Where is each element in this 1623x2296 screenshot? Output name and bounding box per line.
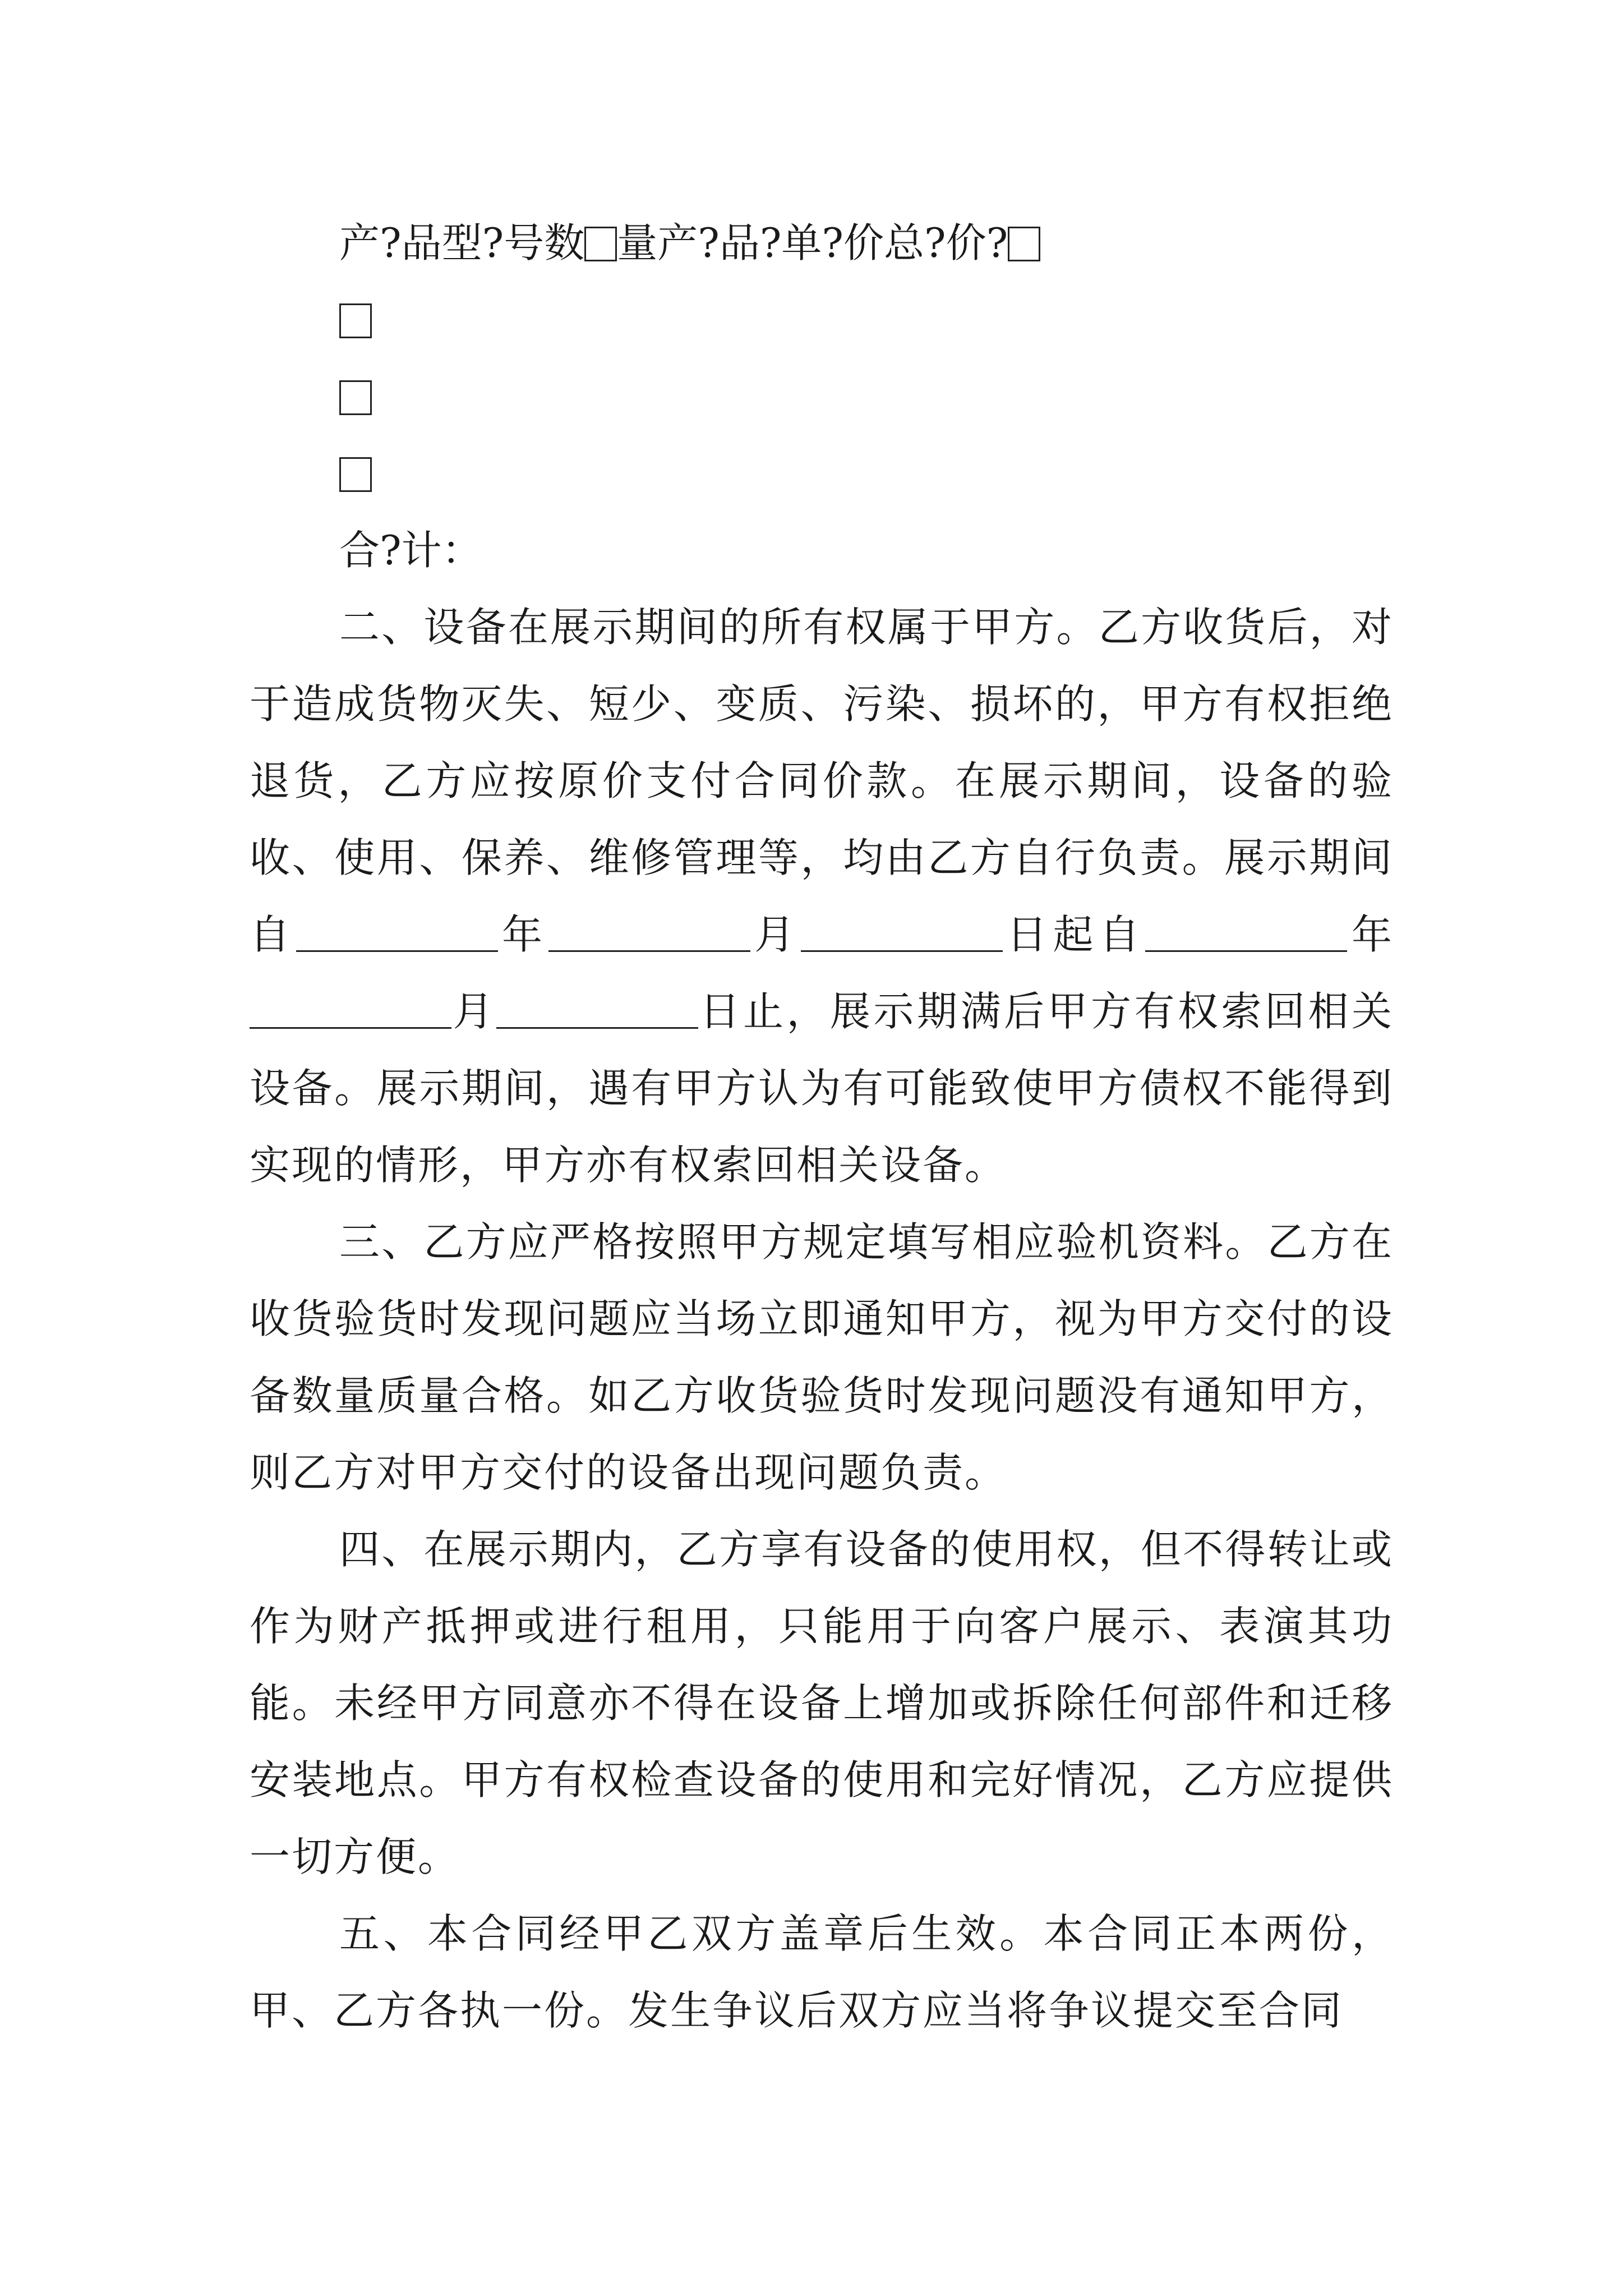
total-label: 合?计：: [339, 527, 482, 574]
clause-5: 五、本合同经甲乙双方盖章后生效。本合同正本两份，甲、乙方各执一份。发生争议后双方应当将争议提交至合同: [250, 1910, 1394, 2034]
unit-month: 月: [750, 911, 801, 958]
missing-glyph-box: [1008, 227, 1040, 261]
document-body: [250, 205, 1394, 2049]
clause-2: [250, 589, 1394, 1204]
product-table-row: [250, 282, 1394, 358]
fill-blank-year-start: [296, 917, 498, 952]
fill-blank-month-end: [250, 993, 451, 1029]
missing-glyph-box: [339, 303, 372, 338]
fill-blank-day-start: [801, 917, 1003, 952]
fill-blank-year-end: [1145, 917, 1347, 952]
unit-day-from: 日起自: [1002, 911, 1146, 958]
fill-blank-day-end: [496, 993, 698, 1029]
unit-year: 年: [497, 911, 548, 958]
clause-4: 四、在展示期内，乙方享有设备的使用权，但不得转让或作为财产抵押或进行租用，只能用于向客户展示、表演其功能。未经甲方同意亦不得在设备上增加或拆除任何部件和迁移安装地点。甲方有权检查设备的使用和完好情况，乙方应提供一切方便。: [250, 1526, 1394, 1880]
header-text-part1: 产?品型?号数: [339, 219, 585, 266]
product-table-header: [250, 205, 1394, 282]
clause-2-text-a: 二、设备在展示期间的所有权属于甲方。乙方收货后，对于造成货物灭失、短少、变质、污染、损坏的，甲方有权拒绝退货，乙方应按原价支付合同价款。在展示期间，设备的验收、使用、保养、维修管理等，均由乙方自行负责。展示期间自: [250, 604, 1394, 958]
missing-glyph-box: [339, 380, 372, 415]
missing-glyph-box: [584, 227, 617, 261]
missing-glyph-box: [339, 457, 372, 492]
product-table-row: [250, 435, 1394, 512]
unit-year: 年: [1347, 911, 1394, 958]
product-table-total: [250, 512, 1394, 589]
clause-3: 三、乙方应严格按照甲方规定填写相应验机资料。乙方在收货验货时发现问题应当场立即通知甲方，视为甲方交付的设备数量质量合格。如乙方收货验货时发现问题没有通知甲方，则乙方对甲方交付的设备出现问题负责。: [250, 1218, 1394, 1496]
clause-2-text-b: 日止，展示期满后甲方有权索回相关设备。展示期间，遇有甲方认为有可能致使甲方债权不能得到实现的情形，甲方亦有权索回相关设备。: [250, 988, 1394, 1189]
unit-month: 月: [451, 988, 496, 1035]
product-table-row: [250, 358, 1394, 435]
fill-blank-month-start: [548, 917, 750, 952]
header-text-part2: 量产?品?单?价总?价?: [617, 219, 1008, 266]
